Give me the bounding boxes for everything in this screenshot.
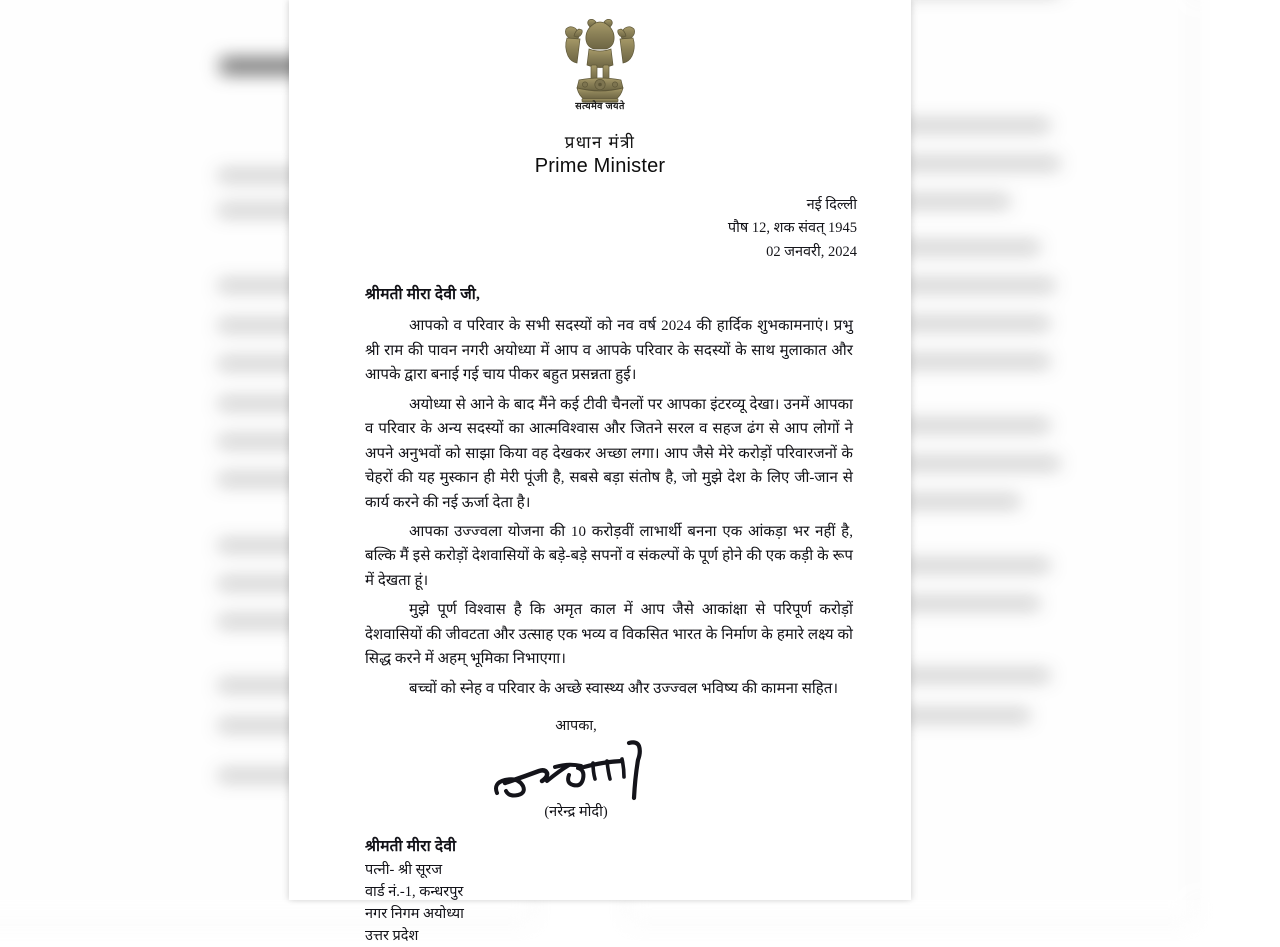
letter-body	[289, 282, 911, 701]
recipient-line: पत्नी- श्री सूरज	[365, 861, 443, 878]
signature-block	[289, 715, 911, 821]
letterhead	[289, 0, 911, 178]
letter-document	[289, 0, 911, 944]
date-vikram: पौष 12, शक संवत् 1945	[727, 220, 857, 237]
recipient-line: नगर निगम अयोध्या	[365, 905, 464, 922]
closing-salutation: आपका,	[555, 718, 597, 735]
paragraph: आपका उज्ज्वला योजना की 10 करोड़वीं लाभार्थी बनना एक आंकड़ा भर नहीं है, बल्कि मैं इसे करोड़ों देशवासियों के बड़े-बड़े सपनों व संकल्पों के पूर्ण होने की एक कड़ी के रूप में देखता हूं।	[365, 523, 853, 589]
background-blurred-letter-right	[880, 0, 1280, 900]
signatory-name: (नरेन्द्र मोदी)	[544, 804, 608, 821]
paragraph: बच्चों को स्नेह व परिवार के अच्छे स्वास्थ्य और उज्ज्वल भविष्य की कामना सहित।	[409, 680, 839, 697]
state-emblem-of-india-icon: सत्यमेव जयते	[557, 14, 643, 107]
recipient-address-block	[289, 835, 911, 947]
paragraph: मुझे पूर्ण विश्वास है कि अमृत काल में आप जैसे आकांक्षा से परिपूर्ण करोड़ों देशवासियों की जीवटता और उत्साह एक भव्य व विकसित भारत के निर्माण के हमारे लक्ष्य को सिद्ध करने में अहम् भूमिका निभाएगा।	[365, 602, 853, 668]
letterhead-title-english: Prime Minister	[534, 155, 666, 177]
date-block	[289, 194, 911, 264]
recipient-name: श्रीमती मीरा देवी	[365, 838, 457, 856]
salutation: श्रीमती मीरा देवी जी,	[365, 286, 481, 304]
recipient-line: उत्तर प्रदेश	[365, 927, 419, 944]
date-gregorian: 02 जनवरी, 2024	[766, 243, 857, 260]
date-place: नई दिल्ली	[806, 197, 857, 213]
handwritten-signature	[489, 737, 664, 805]
letterhead-title-hindi: प्रधान मंत्री	[564, 133, 636, 152]
recipient-line: वार्ड नं.-1, कन्धरपुर	[365, 883, 464, 900]
paragraph: अयोध्या से आने के बाद मैंने कई टीवी चैनलों पर आपका इंटरव्यू देखा। उनमें आपका व परिवार के अन्य सदस्यों का आत्मविश्वास और जितने सरल व सहज ढंग से आप लोगों ने अपने अनुभवों को साझा किया वह देखकर अच्छा लगा। आप जैसे मेरे करोड़ों परिवारजनों के चेहरों की यह मुस्कान ही मेरी पूंजी है, सबसे बड़ा संतोष है, जो मुझे देश के लिए जी-जान से कार्य करने की नई ऊर्जा देता है।	[365, 396, 853, 511]
paragraph: आपको व परिवार के सभी सदस्यों को नव वर्ष 2024 की हार्दिक शुभकामनाएं। प्रभु श्री राम की पावन नगरी अयोध्या में आप व आपके परिवार के सदस्यों के साथ मुलाकात और आपके द्वारा बनाई गई चाय पीकर बहुत प्रसन्नता हुई।	[365, 318, 853, 384]
